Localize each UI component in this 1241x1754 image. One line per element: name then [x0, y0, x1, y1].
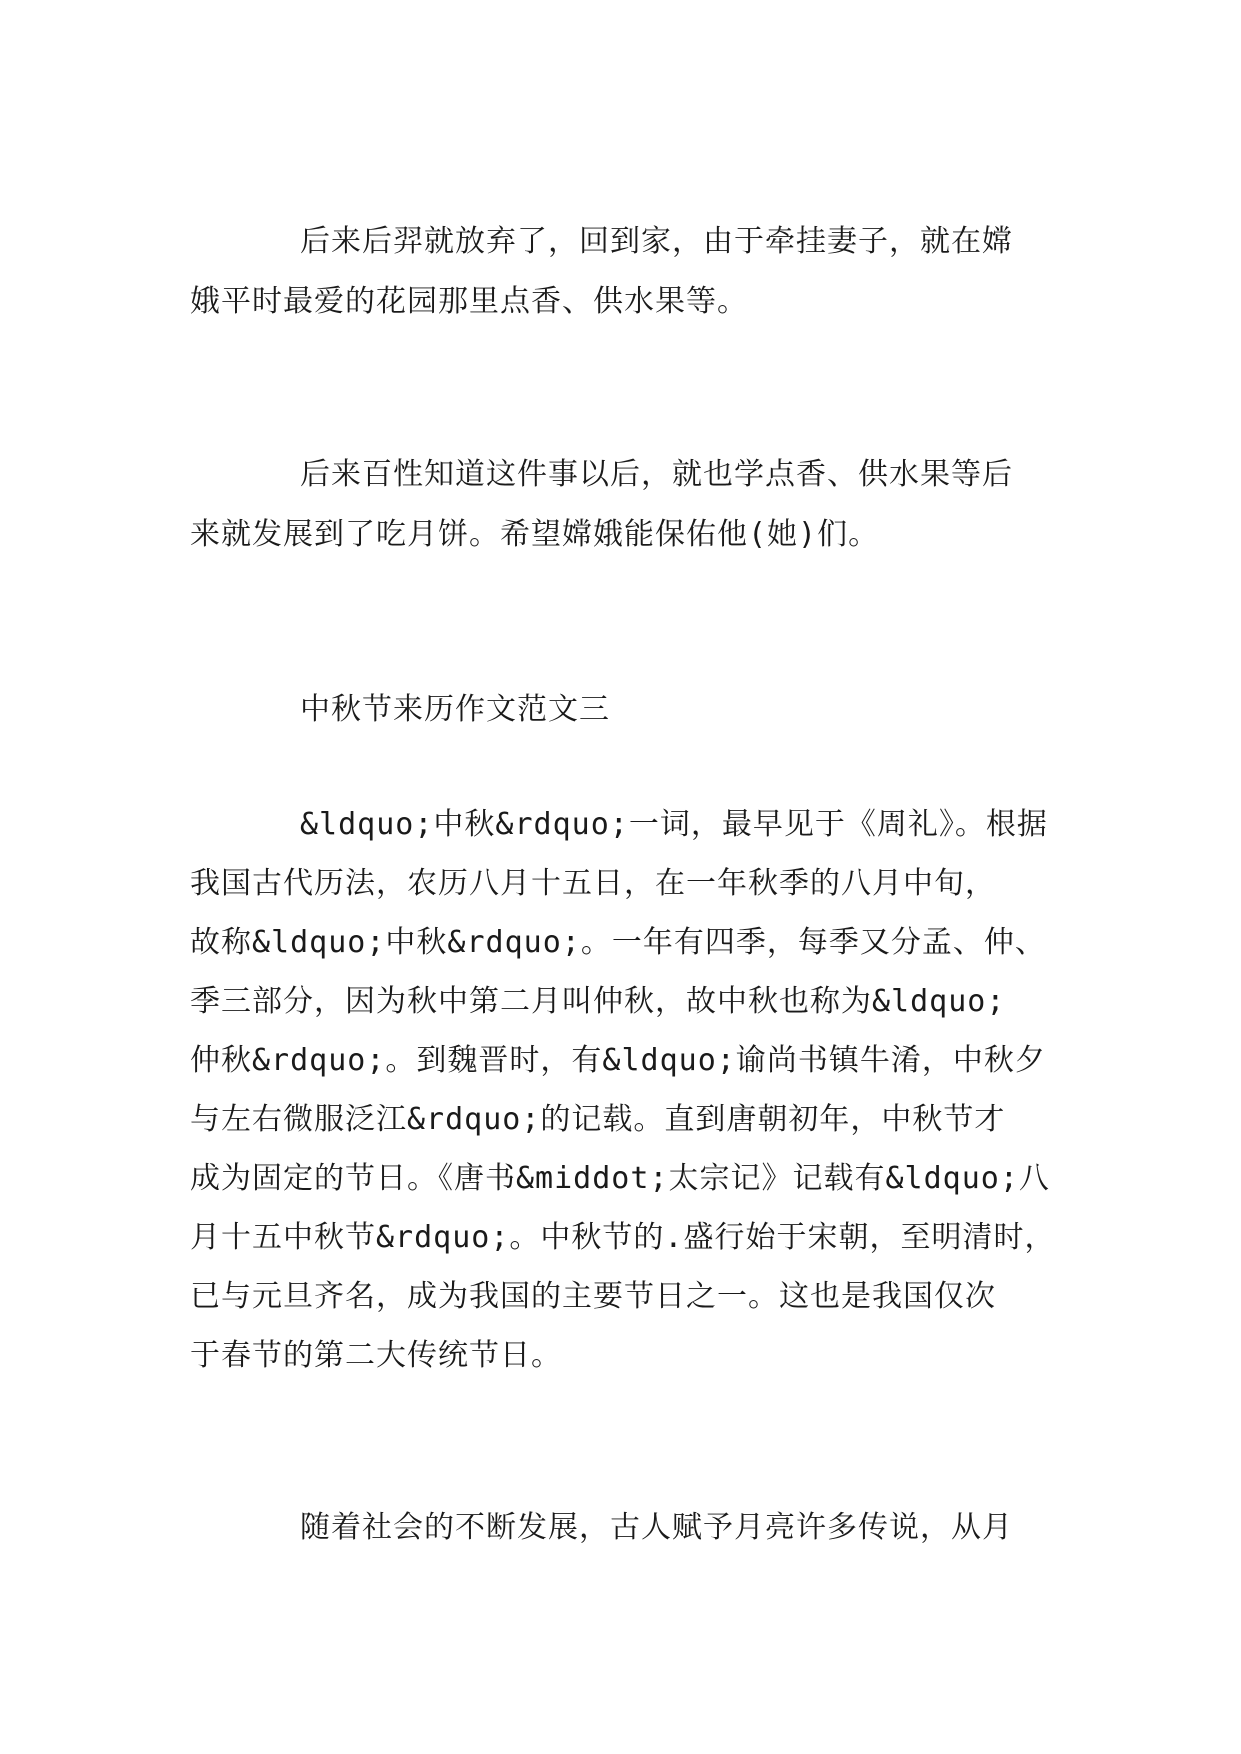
- section-heading: 中秋节来历作文范文三: [300, 692, 610, 727]
- paragraph-4-line-1: 随着社会的不断发展，古人赋予月亮许多传说，从月: [300, 1510, 1013, 1545]
- paragraph-3-line-5: 仲秋&rdquo;。到魏晋时，有&ldquo;谕尚书镇牛淆，中秋夕: [190, 1043, 1046, 1078]
- paragraph-2-line-1: 后来百性知道这件事以后，就也学点香、供水果等后: [300, 457, 1013, 492]
- paragraph-3-line-4: 季三部分，因为秋中第二月叫仲秋，故中秋也称为&ldquo;: [190, 984, 1006, 1019]
- paragraph-3-line-1: &ldquo;中秋&rdquo;一词，最早见于《周礼》。根据: [300, 807, 1048, 842]
- paragraph-3-line-9: 已与元旦齐名，成为我国的主要节日之一。这也是我国仅次: [190, 1279, 996, 1314]
- paragraph-2-line-2: 来就发展到了吃月饼。希望嫦娥能保佑他(她)们。: [190, 517, 880, 552]
- paragraph-1-line-2: 娥平时最爱的花园那里点香、供水果等。: [190, 284, 748, 319]
- paragraph-3-line-10: 于春节的第二大传统节日。: [190, 1338, 562, 1373]
- paragraph-3-line-3: 故称&ldquo;中秋&rdquo;。一年有四季，每季又分孟、仲、: [190, 925, 1046, 960]
- paragraph-3-line-6: 与左右微服泛江&rdquo;的记载。直到唐朝初年，中秋节才: [190, 1102, 1006, 1137]
- paragraph-3-line-7: 成为固定的节日。《唐书&middot;太宗记》记载有&ldquo;八: [190, 1161, 1050, 1196]
- paragraph-3-line-2: 我国古代历法，农历八月十五日，在一年秋季的八月中旬，: [190, 866, 996, 901]
- paragraph-3-line-8: 月十五中秋节&rdquo;。中秋节的.盛行始于宋朝，至明清时，: [190, 1220, 1056, 1255]
- paragraph-1-line-1: 后来后羿就放弃了，回到家，由于牵挂妻子，就在嫦: [300, 224, 1013, 259]
